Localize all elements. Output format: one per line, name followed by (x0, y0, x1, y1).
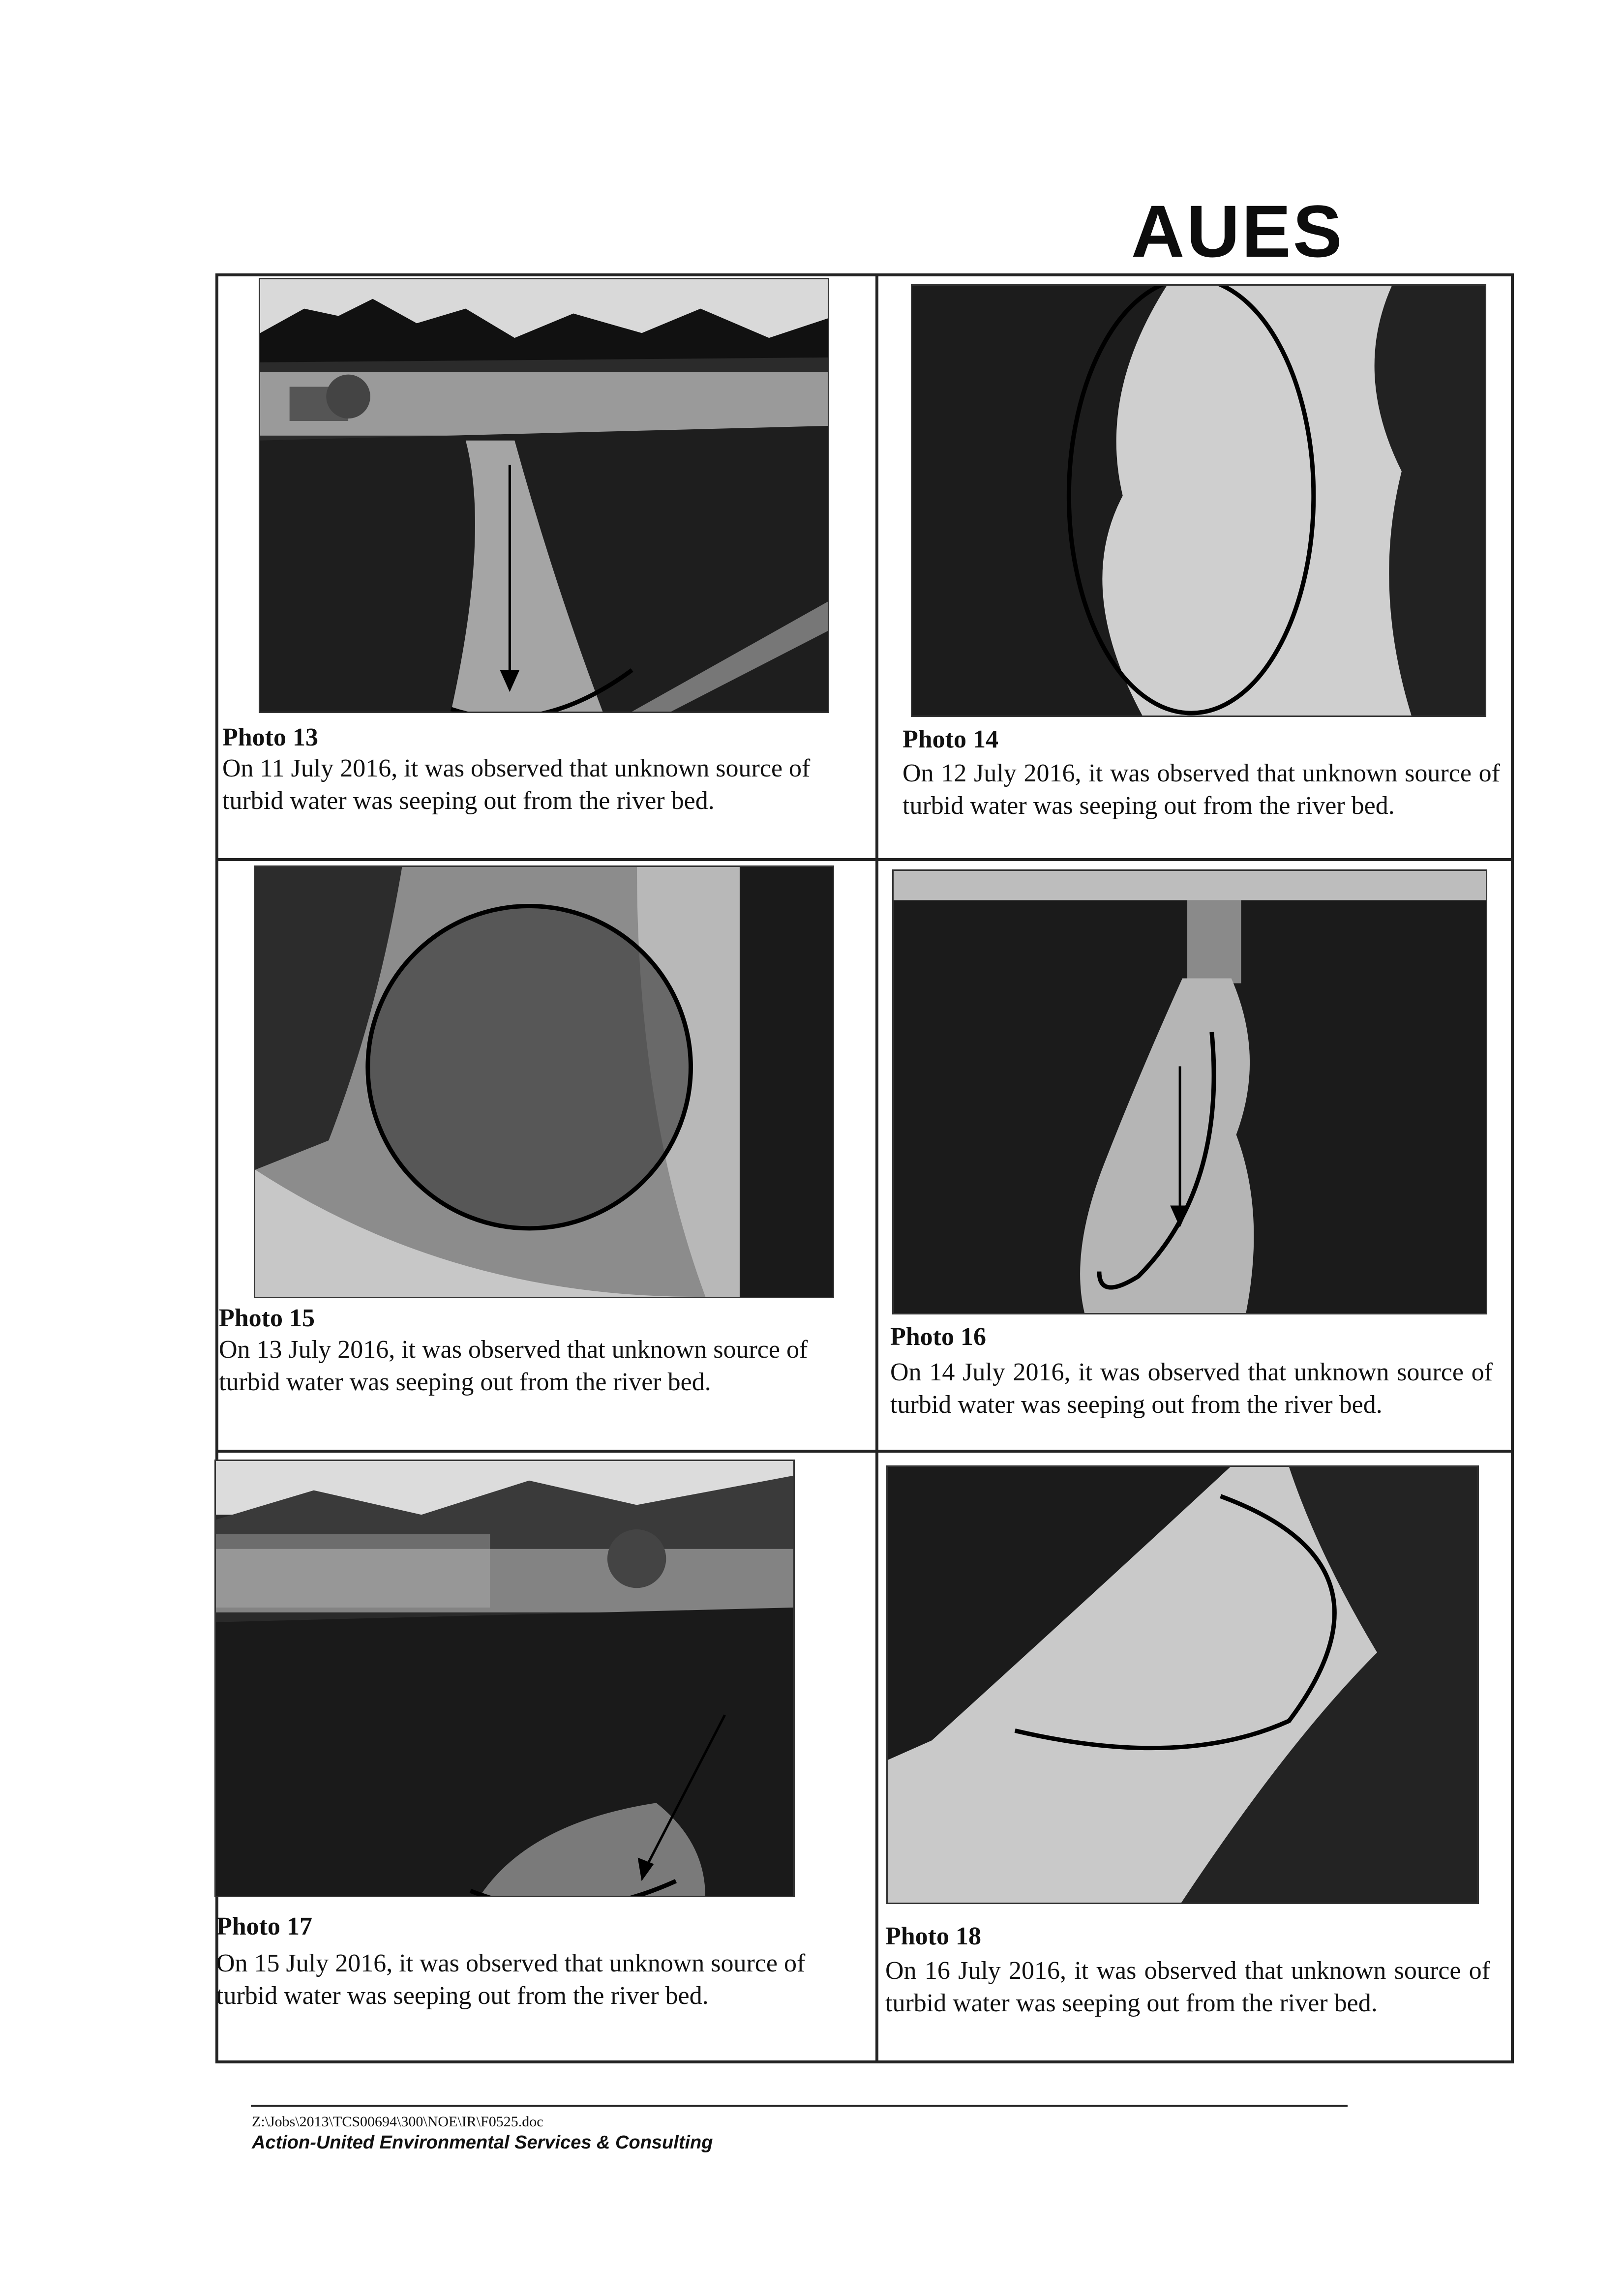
photo-15-caption: On 13 July 2016, it was observed that unknown source of turbid water was seeping out from the river bed. (219, 1336, 808, 1396)
photo-14-title: Photo 14 (902, 725, 998, 753)
photo-14-caption: On 12 July 2016, it was observed that unknown source of turbid water was seeping out from the river bed. (902, 759, 1500, 820)
photo-14-image (911, 284, 1486, 717)
photo-13-image (259, 278, 829, 713)
photo-15-title: Photo 15 (219, 1304, 315, 1332)
photo-17-image (214, 1460, 795, 1897)
photo-16-caption: On 14 July 2016, it was observed that unknown source of turbid water was seeping out from the river bed. (890, 1358, 1493, 1419)
photo-18-title: Photo 18 (885, 1922, 981, 1950)
photo-16-title: Photo 16 (890, 1323, 986, 1351)
photo-13-title: Photo 13 (222, 723, 318, 751)
aues-logo: AUES (1131, 190, 1344, 272)
photo-13-caption: On 11 July 2016, it was observed that unknown source of turbid water was seeping out from the river bed. (222, 754, 811, 815)
footer-file-path: Z:\Jobs\2013\TCS00694\300\NOE\IR\F0525.doc (252, 2114, 543, 2130)
photo-18-caption: On 16 July 2016, it was observed that unknown source of turbid water was seeping out from the river bed. (885, 1957, 1490, 2017)
photo-17-caption: On 15 July 2016, it was observed that unknown source of turbid water was seeping out from the river bed. (216, 1949, 806, 2010)
grid-divider-horizontal-2 (215, 1450, 1514, 1453)
photo-18-image (886, 1465, 1479, 1904)
photo-17-title: Photo 17 (216, 1912, 312, 1940)
photo-15-image (254, 865, 834, 1298)
grid-divider-vertical (875, 273, 878, 2063)
footer-company-name: Action-United Environmental Services & Consulting (252, 2132, 713, 2153)
footer-rule (251, 2105, 1348, 2107)
photo-16-image (892, 869, 1487, 1314)
grid-divider-horizontal-1 (215, 858, 1514, 861)
